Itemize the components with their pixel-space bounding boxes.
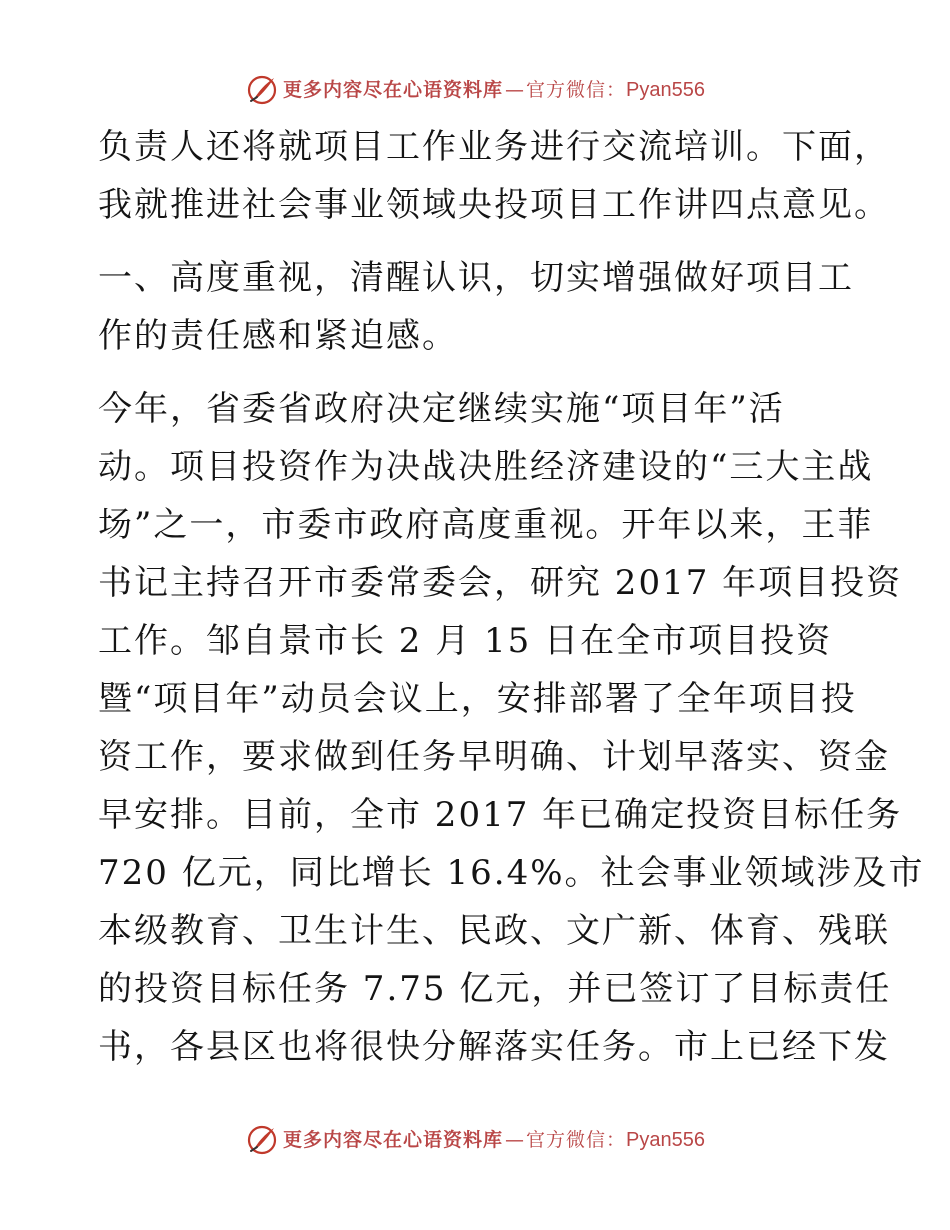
text-line: 工作。邹自景市长 2 月 15 日在全市项目投资 — [98, 621, 833, 661]
watermark-official-label: 官方微信： — [526, 79, 627, 101]
watermark-dash: — — [505, 79, 525, 101]
paragraph-1 — [98, 118, 890, 234]
section-heading-1 — [98, 249, 858, 365]
watermark-main-text: 更多内容尽在心语资料库 — [283, 79, 504, 101]
text-line: 书记主持召开市委常委会，研究 2017 年项目投资 — [98, 563, 903, 603]
text-line: 早安排。目前，全市 2017 年已确定投资目标任务 — [98, 795, 903, 835]
quill-pen-icon — [245, 73, 279, 107]
text-line: 资工作，要求做到任务早明确、计划早落实、资金 — [98, 737, 890, 777]
text-line: 本级教育、卫生计生、民政、文广新、体育、残联 — [98, 911, 890, 951]
watermark-wechat-id: Pyan556 — [626, 79, 705, 101]
text-line: 今年，省委省政府决定继续实施“项目年”活 — [98, 389, 785, 429]
watermark-main-text: 更多内容尽在心语资料库 — [283, 1129, 504, 1151]
watermark-wechat-id: Pyan556 — [626, 1129, 705, 1151]
watermark-dash: — — [505, 1129, 525, 1151]
document-body — [98, 118, 925, 1076]
text-line: 动。项目投资作为决战决胜经济建设的“三大主战 — [98, 447, 874, 487]
text-line: 负责人还将就项目工作业务进行交流培训。下面， — [98, 127, 890, 167]
text-line: 720 亿元，同比增长 16.4%。社会事业领域涉及市 — [98, 853, 925, 893]
text-line: 场”之一，市委市政府高度重视。开年以来，王菲 — [98, 505, 874, 545]
text-line: 暨“项目年”动员会议上，安排部署了全年项目投 — [98, 679, 857, 719]
footer-watermark — [0, 1120, 950, 1160]
text-line: 的投资目标任务 7.75 亿元，并已签订了目标责任 — [98, 969, 892, 1009]
text-line: 我就推进社会事业领域央投项目工作讲四点意见。 — [98, 185, 890, 225]
text-line: 作的责任感和紧迫感。 — [98, 316, 458, 356]
quill-pen-icon — [245, 1123, 279, 1157]
text-line: 一、高度重视，清醒认识，切实增强做好项目工 — [98, 258, 854, 298]
header-watermark — [0, 70, 950, 110]
watermark-official-label: 官方微信： — [526, 1129, 627, 1151]
text-line: 书，各县区也将很快分解落实任务。市上已经下发 — [98, 1027, 890, 1067]
paragraph-2 — [98, 380, 925, 1076]
